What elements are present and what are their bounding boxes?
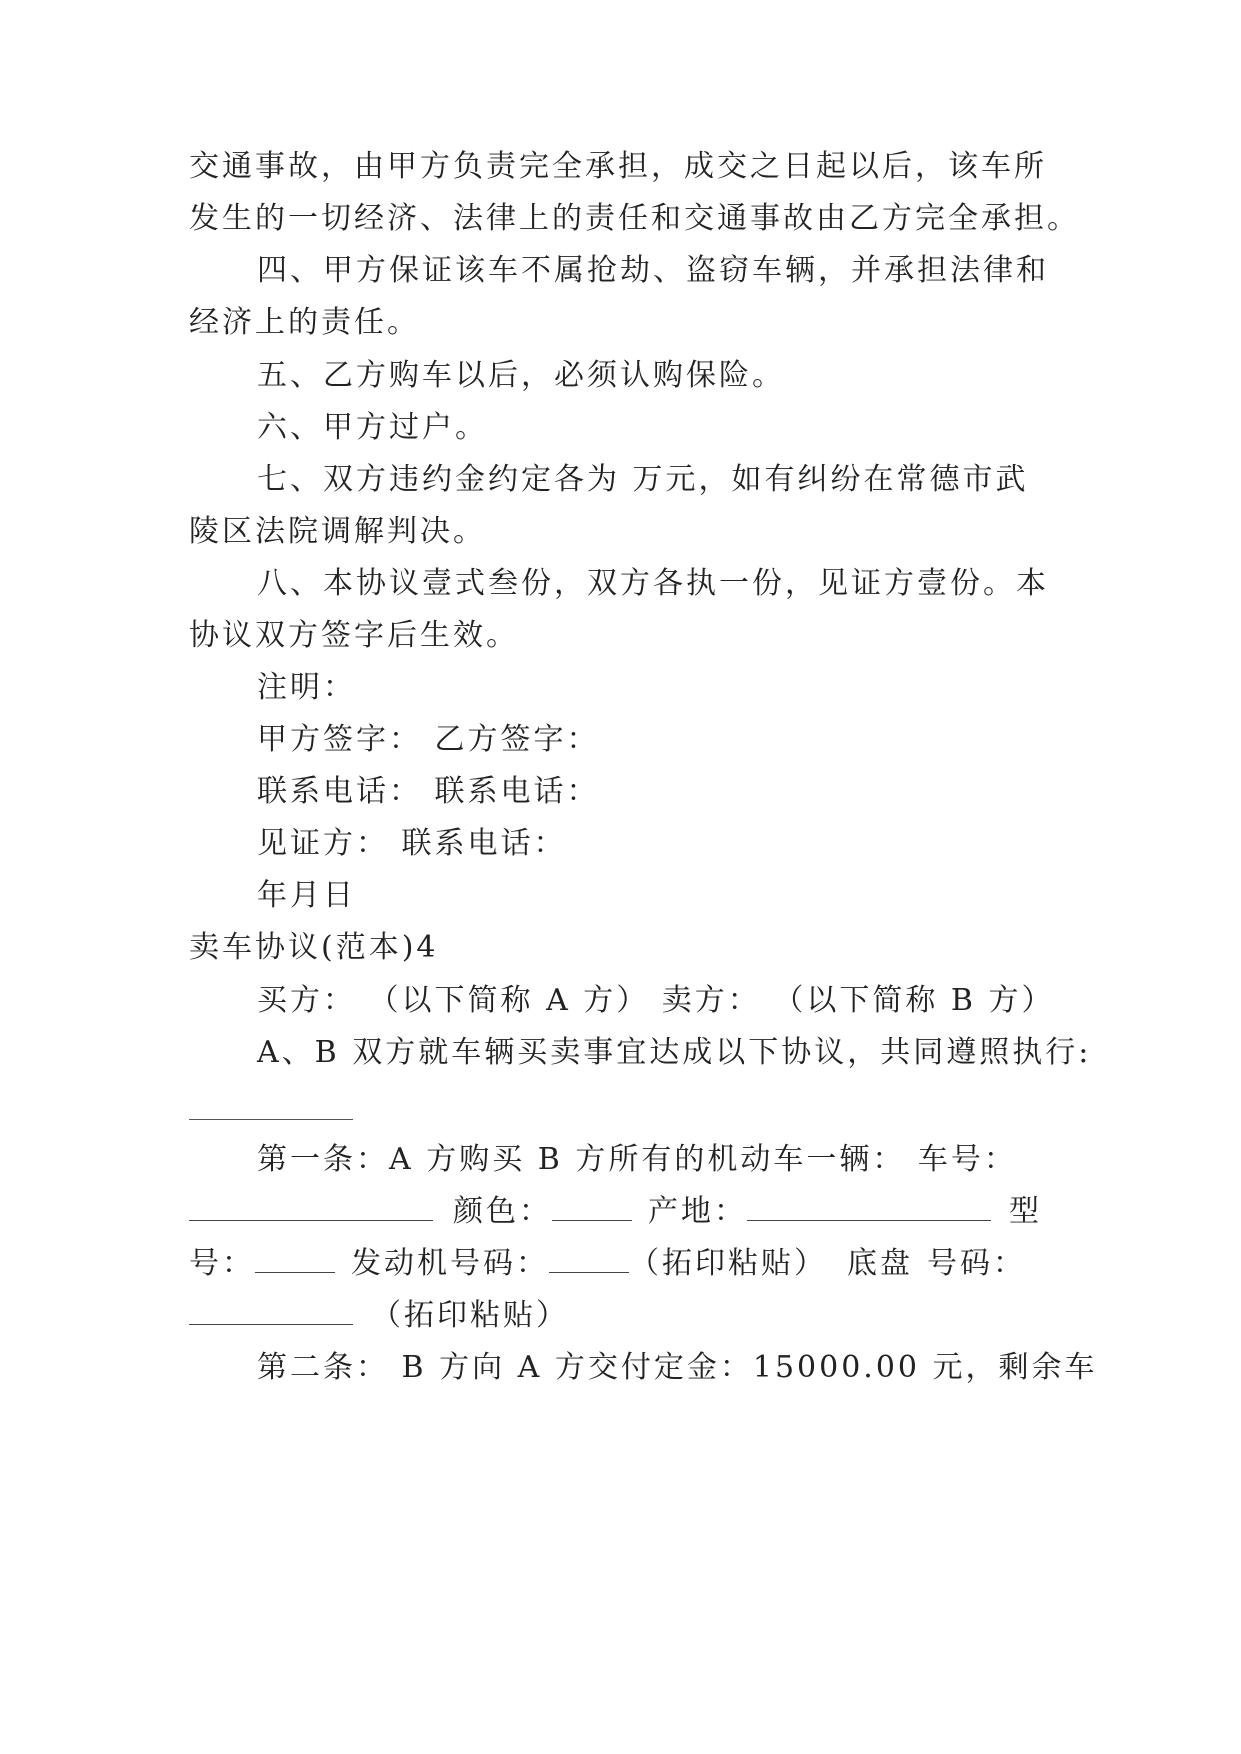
model-label-start: 型	[1009, 1194, 1042, 1229]
text-line: 发生的一切经济、法律上的责任和交通事故由乙方完全承担。	[189, 201, 1080, 236]
clause-8: 八、本协议壹式叁份，双方各执一份，见证方壹份。本	[257, 566, 1049, 601]
engine-number-label: 发动机号码：	[351, 1246, 549, 1281]
clause-4: 四、甲方保证该车不属抢劫、盗窃车辆，并承担法律和	[257, 253, 1049, 288]
article-1-fields	[189, 1296, 1069, 1336]
number-label: 号码：	[927, 1246, 1026, 1281]
origin-label: 产地：	[648, 1194, 747, 1229]
text-line: 交通事故，由甲方负责完全承担，成交之日起以后，该车所	[189, 149, 1047, 184]
clause-7: 七、双方违约金约定各为 万元，如有纠纷在常德市武	[257, 462, 1029, 497]
signature-line: 甲方签字： 乙方签字：	[257, 722, 600, 757]
witness-line: 见证方： 联系电话：	[257, 826, 567, 861]
color-blank	[552, 1194, 632, 1221]
chassis-label: 底盘	[847, 1246, 913, 1281]
agreement-intro: A、B 双方就车辆买卖事宜达成以下协议，共同遵照执行:	[257, 1035, 1092, 1070]
engine-number-blank	[549, 1246, 629, 1273]
clause-5: 五、乙方购车以后，必须认购保险。	[257, 358, 785, 393]
text-line: 经济上的责任。	[189, 305, 420, 340]
model-label-end: 号：	[189, 1246, 255, 1281]
clause-6: 六、甲方过户。	[257, 410, 488, 445]
rubbing-note: （拓印粘贴）	[629, 1246, 827, 1281]
article-1-fields	[189, 1244, 1069, 1284]
blank-underline	[189, 1119, 353, 1120]
article-1: 第一条：A 方购买 B 方所有的机动车一辆： 车号：	[257, 1142, 1017, 1177]
article-2: 第二条： B 方向 A 方交付定金：15000.00 元，剩余车	[257, 1350, 1098, 1385]
parties-line: 买方： （以下简称 A 方） 卖方： （以下简称 B 方）	[257, 983, 1055, 1018]
origin-blank	[747, 1194, 991, 1221]
rubbing-note: （拓印粘贴）	[371, 1298, 569, 1333]
article-1-fields	[189, 1192, 1069, 1232]
chassis-number-blank	[189, 1298, 353, 1325]
section-title: 卖车协议(范本)4	[189, 930, 439, 965]
color-label: 颜色：	[453, 1194, 552, 1229]
text-line: 协议双方签字后生效。	[189, 618, 519, 653]
phone-line: 联系电话： 联系电话：	[257, 774, 600, 809]
plate-number-blank	[189, 1194, 433, 1221]
model-blank	[255, 1246, 335, 1273]
note-label: 注明：	[257, 670, 356, 705]
date-line: 年月日	[257, 878, 356, 913]
text-line: 陵区法院调解判决。	[189, 514, 486, 549]
